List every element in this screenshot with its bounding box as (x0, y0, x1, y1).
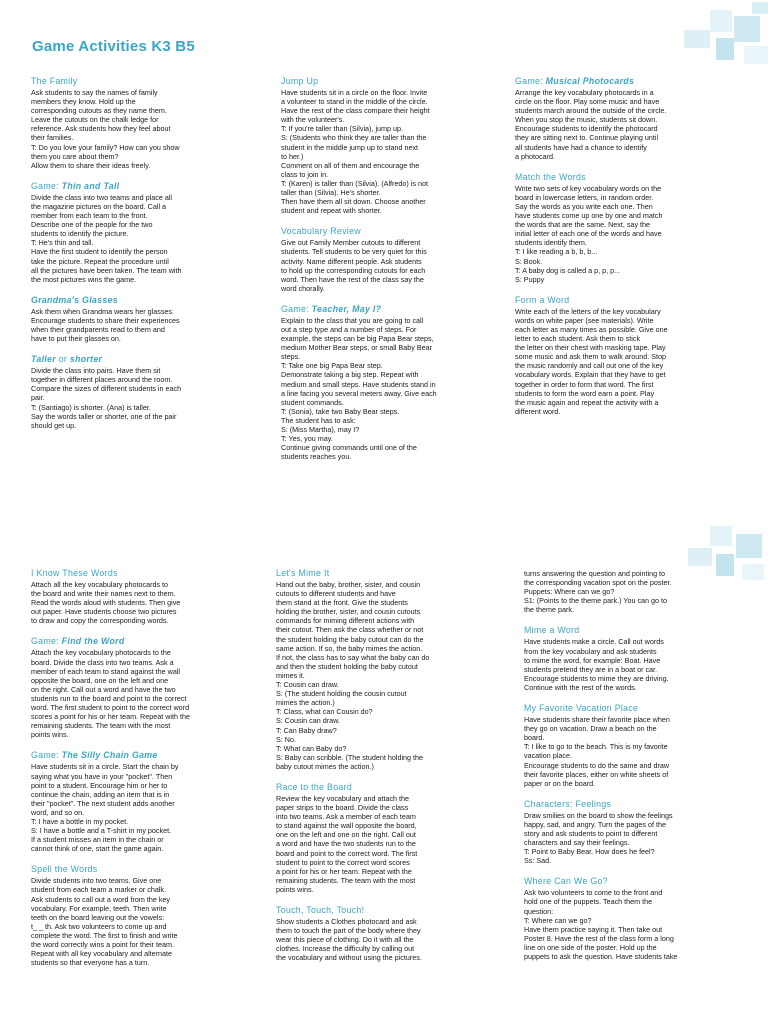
text-line: initial letter of each one of the words and have (515, 229, 662, 239)
text-line: word, and so on. (31, 807, 85, 817)
heading-mid: or (58, 354, 68, 365)
text-line: Then have them all sit down. Choose another (281, 197, 426, 207)
text-line: word. Then have the rest of the class say the (281, 274, 424, 284)
text-line: Explain to the class that you are going to call (281, 315, 424, 325)
bottom-column-3 (524, 569, 738, 972)
activity-section (31, 750, 245, 853)
text-line: Comment on all of them and encourage the (281, 160, 420, 170)
text-line: points wins. (276, 884, 314, 894)
text-line: student commands. (281, 397, 344, 407)
activity-section (524, 703, 738, 788)
text-line: students to form the word earn a point. Play (515, 388, 655, 398)
text-line: S: Cousin can draw. (276, 716, 340, 726)
text-line: cutouts to different students and have (276, 589, 396, 599)
heading-game2: shorter (69, 354, 103, 365)
text-line: T: (Karen) is taller than (Silvia). (Alfredo) is not (281, 178, 428, 188)
section-heading (281, 226, 487, 237)
text-line: medium Mother Bear steps, or small Baby Bear (281, 343, 432, 353)
text-line: students to identify the picture. (31, 229, 129, 239)
text-line: Say the words taller or shorter, one of the pair (31, 411, 177, 421)
text-line: story and ask students to point to different (524, 828, 658, 838)
text-line: characters and say their feelings. (524, 838, 630, 848)
text-line: turns answering the question and pointing to (524, 569, 666, 578)
text-line: some music and ask them to walk around. Stop (515, 352, 667, 362)
text-line: out a step type and a number of steps. For (281, 324, 417, 334)
text-line: vocabulary words. Explain that they have to get (515, 370, 666, 380)
text-line: remaining students. The team with the most (31, 721, 171, 731)
section-heading (524, 876, 738, 887)
bottom-column-1 (31, 568, 245, 978)
text-line: on the right. Call out a word and have the two (31, 684, 176, 694)
activity-section (31, 295, 245, 343)
text-line: If not, the class has to say what the baby can do (276, 652, 430, 662)
text-line: T: Take one big Papa Bear step. (281, 361, 383, 371)
text-line: to stand against the wall opposite the board, (276, 821, 417, 831)
activity-section (515, 172, 729, 284)
text-line: Divide the class into pairs. Have them sit (31, 366, 161, 376)
text-line: taller than (Silvia). He's shorter. (281, 188, 381, 198)
text-line: hold one of the puppets. Teach them the (524, 897, 653, 907)
heading-title: Mime a Word (524, 625, 580, 636)
text-line: T: What can Baby do? (276, 743, 347, 753)
corner-decoration-top (640, 0, 768, 70)
activity-section (31, 636, 245, 739)
text-line: with the volunteer's. (281, 115, 345, 125)
text-line: paper strips to the board. Divide the class (276, 803, 409, 813)
section-heading (31, 76, 245, 87)
heading-game: Musical Photocards (545, 76, 635, 86)
activity-section (524, 799, 738, 866)
text-line: Poster 8. Have the rest of the class form a long (524, 933, 674, 943)
heading-game: The Silly Chain Game (61, 750, 158, 761)
heading-title: Vocabulary Review (281, 226, 361, 237)
text-line: Have them practice saying it. Then take out (524, 924, 663, 934)
text-line: students pretend they are in a boat or car. (524, 664, 658, 674)
text-line: out paper. Have students choose two pictures (31, 607, 177, 617)
section-heading (31, 295, 245, 306)
text-line: letter to each student. Ask them to stick (515, 334, 641, 344)
text-line: same action. If so, the baby mimes the action. (276, 643, 423, 653)
text-line: the most pictures wins the game. (31, 274, 137, 284)
text-line: Write two sets of key vocabulary words on the (515, 183, 662, 193)
text-line: Demonstrate taking a big step. Repeat with (281, 370, 419, 380)
activity-section (281, 76, 487, 215)
text-line: clothes. Increase the difficulty by calling out (276, 944, 415, 954)
text-line: commands for miming different actions with (276, 616, 415, 626)
text-line: Divide students into two teams. Give one (31, 876, 162, 886)
section-heading (281, 304, 487, 315)
activity-section (276, 905, 490, 962)
text-line: Have students make a circle. Call out words (524, 637, 664, 647)
text-line: Say the words as you write each one. Then (515, 201, 653, 211)
text-line: their cutout. Then ask the class whether or not (276, 625, 424, 635)
activity-section (524, 625, 738, 692)
activity-section (276, 782, 490, 894)
text-line: medium and small steps. Have students stand in (281, 379, 436, 389)
text-line: Continue giving commands until one of the (281, 443, 417, 453)
text-line: Write each of the letters of the key vocabulary (515, 306, 661, 316)
text-line: the words that are the same. Next, say the (515, 220, 651, 230)
text-line: mimes it. (276, 670, 305, 680)
text-line: students identify them. (515, 238, 587, 248)
text-line: Draw smilies on the board to show the feelings (524, 810, 673, 820)
activity-section (524, 569, 738, 614)
text-line: S: (The student holding the cousin cutout (276, 689, 407, 699)
text-line: the student holding the baby cutout can do the (276, 634, 424, 644)
text-line: board. (524, 733, 545, 743)
text-line: S: Baby can scribble. (The student holding the (276, 752, 424, 762)
text-line: their favorite places, either on white sheets of (524, 769, 669, 779)
text-line: a word and have the two students run to the (276, 839, 416, 849)
text-line: Encourage students to do the same and draw (524, 760, 670, 770)
text-line: have to put their glasses on. (31, 334, 121, 344)
text-line: cannot think of one, start the game again. (31, 844, 164, 854)
text-line: T: Where can we go? (524, 915, 592, 925)
text-line: circle on the floor. Play some music and have (515, 97, 660, 107)
text-line: Ask students to say the names of family (31, 88, 158, 97)
text-line: into two teams. Ask a member of each team (276, 812, 416, 822)
text-line: the theme park. (524, 605, 574, 615)
text-line: Have students sit in a circle on the floor. Invite (281, 88, 428, 97)
text-line: Continue with the rest of the words. (524, 682, 637, 692)
text-line: should get up. (31, 420, 77, 430)
text-line: student and repeat with shorter. (281, 206, 382, 216)
section-heading (31, 636, 245, 647)
text-line: the word correctly wins a point for their team. (31, 940, 175, 949)
activity-section (31, 568, 245, 625)
text-line: corresponding cutouts as they name them. (31, 106, 167, 116)
text-line: take the picture. Repeat the procedure until (31, 256, 169, 266)
heading-game: Find the Word (61, 636, 125, 647)
text-line: Compare the sizes of different students in each (31, 384, 182, 394)
text-line: complete the word. The first to finish and write (31, 930, 178, 940)
page-title: Game Activities K3 B5 (32, 38, 195, 55)
text-line: member of each team to stand against the wall (31, 666, 181, 676)
text-line: teeth on the board leaving out the vowels: (31, 912, 165, 922)
section-heading (524, 799, 738, 810)
text-line: T: (Santiago) is shorter. (Ana) is taller. (31, 402, 151, 412)
heading-title: Where Can We Go? (524, 876, 608, 887)
text-line: the magazine pictures on the board. Call a (31, 201, 167, 211)
activity-section (276, 568, 490, 771)
text-line: T: I like to go to the beach. This is my favorite (524, 742, 668, 752)
heading-game: Grandma's Glasses (31, 294, 118, 305)
text-line: Have students sit in a circle. Start the chain by (31, 762, 179, 772)
text-line: they go on vacation. Draw a beach on the (524, 724, 657, 734)
text-line: T: Class, what can Cousin do? (276, 707, 373, 717)
text-line: and then the student holding the baby cutout (276, 661, 418, 671)
section-heading (524, 625, 738, 636)
heading-prefix: Game: (31, 636, 59, 647)
text-line: Attach all the key vocabulary photocards to (31, 580, 169, 589)
text-line: holding the brother, sister, and cousin cutouts (276, 607, 421, 617)
text-line: S: Book. (515, 256, 543, 266)
text-line: a volunteer to stand in the middle of the circle. (281, 97, 428, 107)
text-line: Encourage students to identify the photocard (515, 124, 658, 134)
activity-section (281, 304, 487, 462)
text-line: member from each team to the front. (31, 211, 148, 221)
text-line: T: A baby dog is called a p, p, p... (515, 265, 621, 275)
heading-title: Characters: Feelings (524, 798, 612, 809)
text-line: remaining students. The team with the most (276, 875, 416, 885)
section-heading (31, 750, 245, 761)
text-line: S: I have a bottle and a T-shirt in my pocket. (31, 826, 172, 836)
text-line: Give out Family Member cutouts to different (281, 238, 421, 248)
text-line: student from each team a marker or chalk. (31, 885, 167, 895)
text-line: Hand out the baby, brother, sister, and cousin (276, 580, 421, 589)
text-line: S: (Students who think they are taller than the (281, 133, 427, 143)
text-line: Ss: Sad. (524, 856, 552, 866)
section-heading (31, 354, 245, 365)
text-line: words on white paper (see materials). Write (515, 315, 654, 325)
text-line: pair. (31, 393, 45, 403)
text-line: Allow them to share their ideas freely. (31, 160, 151, 170)
text-line: vocabulary. For example, teeth. Then write (31, 903, 167, 913)
text-line: to hold up the corresponding cutouts for each (281, 265, 426, 275)
activity-section (31, 354, 245, 430)
text-line: from the key vocabulary and ask students (524, 646, 657, 656)
heading-prefix: Game: (31, 180, 59, 191)
text-line: question: (524, 906, 554, 916)
text-line: them you care about them? (31, 151, 119, 161)
text-line: S: (Miss Martha), may I? (281, 425, 360, 434)
text-line: Show students a Clothes photocard and ask (276, 917, 417, 926)
top-column-1 (31, 76, 245, 441)
text-line: T: If you're taller than (Silvia), jump up. (281, 124, 404, 134)
section-heading (276, 905, 490, 916)
text-line: Ask them when Grandma wears her glasses. (31, 306, 175, 316)
text-line: Divide the class into two teams and place all (31, 192, 173, 202)
text-line: the vocabulary and without using the pictures. (276, 953, 422, 963)
activity-section (515, 295, 729, 416)
section-heading (31, 568, 245, 579)
text-line: together in different places around the room. (31, 375, 173, 385)
text-line: Describe one of the people for the two (31, 220, 153, 230)
activity-section (281, 226, 487, 293)
text-line: baby cutout mimes the action.) (276, 761, 374, 771)
section-heading (515, 76, 729, 87)
section-heading (281, 76, 487, 87)
text-line: activity. Name different people. Ask students (281, 256, 422, 266)
text-line: paper or on the board. (524, 778, 596, 788)
section-heading (276, 568, 490, 579)
text-line: all students have had a chance to identify (515, 142, 647, 152)
text-line: T: He's thin and tall. (31, 238, 94, 248)
text-line: mimes the action.) (276, 698, 335, 708)
activity-section (31, 864, 245, 967)
text-line: points wins. (31, 730, 69, 740)
section-heading (524, 703, 738, 714)
text-line: class to join in. (281, 169, 329, 179)
text-line: Attach the key vocabulary photocards to the (31, 648, 171, 658)
text-line: Leave the cutouts on the chalk ledge for (31, 115, 159, 125)
text-line: puppets to ask the question. Have students take (524, 952, 678, 961)
heading-game: Taller (31, 354, 56, 365)
text-line: Ask two volunteers to come to the front and (524, 888, 663, 898)
text-line: wear this piece of clothing. Do it with all the (276, 935, 414, 945)
text-line: the corresponding vacation spot on the poster. (524, 578, 672, 588)
text-line: one on the left and one on the right. Call out (276, 830, 416, 840)
text-line: when their grandparents read to them and (31, 324, 165, 334)
text-line: Ask students to call out a word from the key (31, 894, 171, 904)
text-line: all the pictures have been taken. The team with (31, 265, 182, 275)
text-line: together in order to form that word. The first (515, 379, 654, 389)
text-line: to mime the word, for example: Boat. Have (524, 655, 661, 665)
heading-title: Jump Up (281, 76, 319, 86)
text-line: S1: (Points to the theme park.) You can go to (524, 596, 668, 606)
text-line: Puppets: Where can we go? (524, 587, 615, 597)
heading-game: Teacher, May I? (311, 303, 382, 314)
text-line: a line facing you several meters away. Give each (281, 388, 437, 398)
text-line: happy, sad, and angry. Turn the pages of the (524, 819, 666, 829)
heading-title: Form a Word (515, 294, 570, 305)
text-line: word. The first student to point to the correct word (31, 703, 190, 713)
text-line: When you stop the music, students sit down. (515, 115, 658, 125)
section-heading (31, 181, 245, 192)
text-line: line on one side of the poster. Hold up the (524, 942, 657, 952)
text-line: scores a point for his or her team. Repeat with the (31, 712, 191, 722)
text-line: student in the middle jump up to stand next (281, 142, 419, 152)
text-line: Have the first student to identify the person (31, 247, 168, 257)
text-line: opposite the board, one on the left and one (31, 675, 169, 685)
activity-section (31, 76, 245, 170)
text-line: reference. Ask students how they feel about (31, 124, 171, 134)
activity-section (31, 181, 245, 284)
heading-title: My Favorite Vacation Place (524, 703, 639, 714)
section-heading (31, 864, 245, 875)
heading-prefix: Game: (281, 303, 309, 314)
text-line: to draw and copy the corresponding words. (31, 616, 169, 626)
text-line: T: I have a bottle in my pocket. (31, 816, 129, 826)
heading-title: Touch, Touch, Touch! (276, 905, 365, 915)
text-line: students march around the outside of the circle. (515, 106, 667, 116)
text-line: the music randomly and call out one of the key (515, 361, 664, 371)
section-heading (276, 782, 490, 793)
text-line: t_ _ th. Ask two volunteers to come up and (31, 921, 167, 931)
text-line: S: No. (276, 734, 296, 744)
text-line: each letter as many times as possible. Give one (515, 324, 668, 334)
heading-title: The Family (31, 76, 78, 86)
text-line: students so that everyone has a turn. (31, 958, 150, 968)
text-line: them stand at the front. Give the students (276, 598, 408, 608)
activity-section (524, 876, 738, 961)
text-line: Have students share their favorite place when (524, 715, 670, 725)
text-line: student to point to the correct word scores (276, 857, 410, 867)
heading-title: Race to the Board (276, 781, 353, 792)
text-line: Review the key vocabulary and attach the (276, 793, 410, 803)
text-line: T: Do you love your family? How can you show (31, 142, 180, 152)
text-line: different word. (515, 406, 561, 416)
heading-game: Thin and Tall (61, 180, 120, 191)
heading-title: Match the Words (515, 171, 586, 182)
activity-section (515, 76, 729, 161)
section-heading (515, 295, 729, 306)
text-line: members they know. Hold up the (31, 97, 136, 107)
text-line: vacation place. (524, 751, 572, 761)
text-line: example, the steps can be big Papa Bear steps, (281, 334, 434, 344)
top-column-3 (515, 76, 729, 427)
text-line: Encourage students to mime they are driving. (524, 673, 669, 683)
text-line: point to a student. Encourage him or her to (31, 780, 168, 790)
text-line: students reaches you. (281, 452, 352, 462)
text-line: have students come up one by one and match (515, 211, 663, 221)
text-line: continue the chain, adding an item that is in (31, 789, 170, 799)
text-line: the letter on their chest with masking tape. Play (515, 343, 666, 353)
heading-prefix: Game: (31, 750, 59, 761)
heading-title: Let's Mime It (276, 568, 330, 578)
text-line: word chorally. (281, 283, 325, 293)
text-line: T: Point to Baby Bear. How does he feel? (524, 847, 655, 857)
text-line: board in lowercase letters, in random order. (515, 192, 654, 202)
text-line: board and point to the correct word. The first (276, 848, 418, 858)
text-line: T: (Sonia), take two Baby Bear steps. (281, 406, 400, 416)
text-line: Read the words aloud with students. Then give (31, 598, 181, 608)
text-line: T: Can Baby draw? (276, 725, 337, 735)
text-line: they are sitting next to. Continue playing until (515, 133, 659, 143)
text-line: Encourage students to share their experiences (31, 315, 180, 325)
text-line: Have the rest of the class compare their height (281, 106, 430, 116)
text-line: T: I like reading a b, b, b... (515, 247, 598, 257)
bottom-column-2 (276, 568, 490, 973)
section-heading (515, 172, 729, 183)
text-line: students run to the board and point to the correct (31, 693, 187, 703)
text-line: S: Puppy (515, 274, 545, 284)
text-line: T: Yes, you may. (281, 434, 333, 444)
heading-prefix: Game: (515, 76, 543, 86)
text-line: a photocard. (515, 151, 555, 161)
text-line: If a student misses an item in the chain or (31, 835, 164, 845)
text-line: Repeat with all key vocabulary and alternate (31, 949, 173, 959)
text-line: their "pocket". The next student adds another (31, 798, 175, 808)
text-line: saying what you have in your "pocket". Then (31, 771, 173, 781)
heading-title: Spell the Words (31, 864, 98, 875)
text-line: the music again and repeat the activity with a (515, 397, 659, 407)
text-line: their families. (31, 133, 74, 143)
text-line: to her.) (281, 151, 304, 161)
text-line: board. Divide the class into two teams. Ask a (31, 657, 174, 667)
text-line: steps. (281, 352, 301, 362)
top-column-2 (281, 76, 487, 472)
text-line: students. Tell students to be very quiet for this (281, 247, 427, 257)
text-line: Arrange the key vocabulary photocards in a (515, 88, 654, 97)
text-line: T: Cousin can draw. (276, 680, 339, 690)
text-line: a point for his or her team. Repeat with the (276, 866, 412, 876)
text-line: the board and write their names next to them. (31, 589, 176, 599)
text-line: The student has to ask: (281, 415, 356, 425)
heading-title: I Know These Words (31, 568, 118, 578)
text-line: them to touch the part of the body where they (276, 926, 421, 936)
